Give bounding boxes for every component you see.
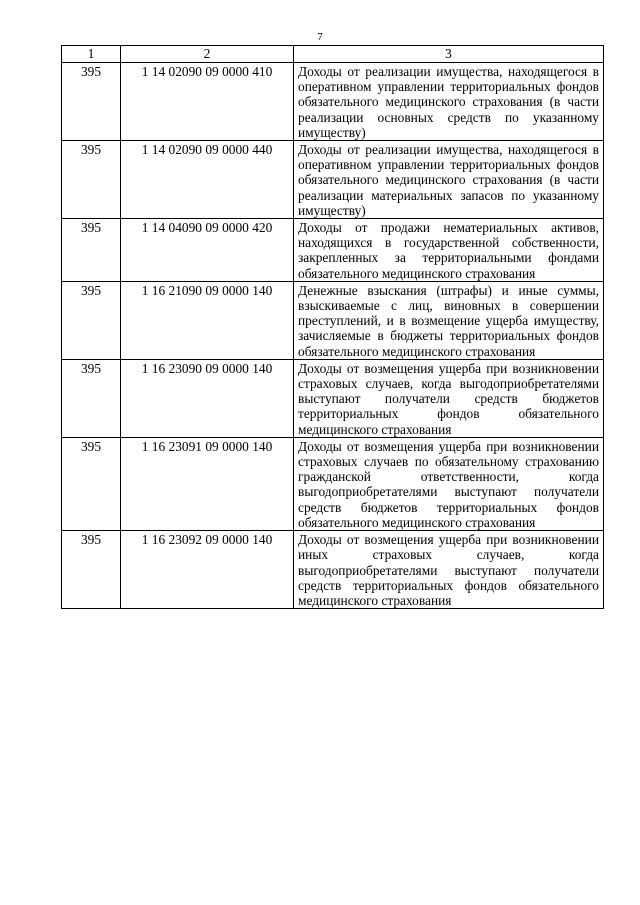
budget-classification-code-cell: 1 14 04090 09 0000 420: [121, 219, 294, 282]
column-header-2: 2: [121, 46, 294, 63]
table-row: [62, 531, 604, 609]
admin-code-cell: 395: [62, 141, 121, 219]
budget-classification-code-cell: 1 16 21090 09 0000 140: [121, 281, 294, 359]
table-row: [62, 281, 604, 359]
revenue-description-cell: Доходы от реализации имущества, находящегося в оперативном управлении территориальных фондов обязательного медицинского страхования (в части реализации основных средств по указанному имуществу): [294, 63, 604, 141]
revenue-description-cell: Доходы от реализации имущества, находящегося в оперативном управлении территориальных фондов обязательного медицинского страхования (в части реализации материальных запасов по указанному имуществу): [294, 141, 604, 219]
revenue-description-cell: Доходы от возмещения ущерба при возникновении иных страховых случаев, когда выгодоприобретателями выступают получатели средств территориальных фондов обязательного медицинского страхования: [294, 531, 604, 609]
budget-classification-code-cell: 1 16 23092 09 0000 140: [121, 531, 294, 609]
revenue-description-cell: Денежные взыскания (штрафы) и иные суммы, взыскиваемые с лиц, виновных в совершении преступлений, и в возмещение ущерба имуществу, зачисляемые в бюджеты территориальных фондов обязательного медицинского страхования: [294, 281, 604, 359]
budget-codes-table: [61, 45, 604, 609]
admin-code-cell: 395: [62, 531, 121, 609]
revenue-description-cell: Доходы от возмещения ущерба при возникновении страховых случаев по обязательному страхованию гражданской ответственности, когда выгодоприобретателями выступают получатели средств бюджетов территориальных фондов обязательного медицинского страхования: [294, 437, 604, 530]
page-number: 7: [317, 31, 323, 43]
budget-classification-code-cell: 1 16 23091 09 0000 140: [121, 437, 294, 530]
table-header-row: [62, 46, 604, 63]
revenue-description-cell: Доходы от продажи нематериальных активов, находящихся в государственной собственности, закрепленных за территориальными фондами обязательного медицинского страхования: [294, 219, 604, 282]
admin-code-cell: 395: [62, 281, 121, 359]
table-row: [62, 63, 604, 141]
budget-classification-code-cell: 1 14 02090 09 0000 440: [121, 141, 294, 219]
table-row: [62, 219, 604, 282]
admin-code-cell: 395: [62, 63, 121, 141]
admin-code-cell: 395: [62, 437, 121, 530]
admin-code-cell: 395: [62, 359, 121, 437]
table-row: [62, 141, 604, 219]
revenue-description-cell: Доходы от возмещения ущерба при возникновении страховых случаев, когда выгодоприобретателями выступают получатели средств бюджетов территориальных фондов обязательного медицинского страхования: [294, 359, 604, 437]
table-row: [62, 359, 604, 437]
budget-classification-code-cell: 1 14 02090 09 0000 410: [121, 63, 294, 141]
column-header-1: 1: [62, 46, 121, 63]
column-header-3: 3: [294, 46, 604, 63]
table-row: [62, 437, 604, 530]
budget-classification-code-cell: 1 16 23090 09 0000 140: [121, 359, 294, 437]
admin-code-cell: 395: [62, 219, 121, 282]
